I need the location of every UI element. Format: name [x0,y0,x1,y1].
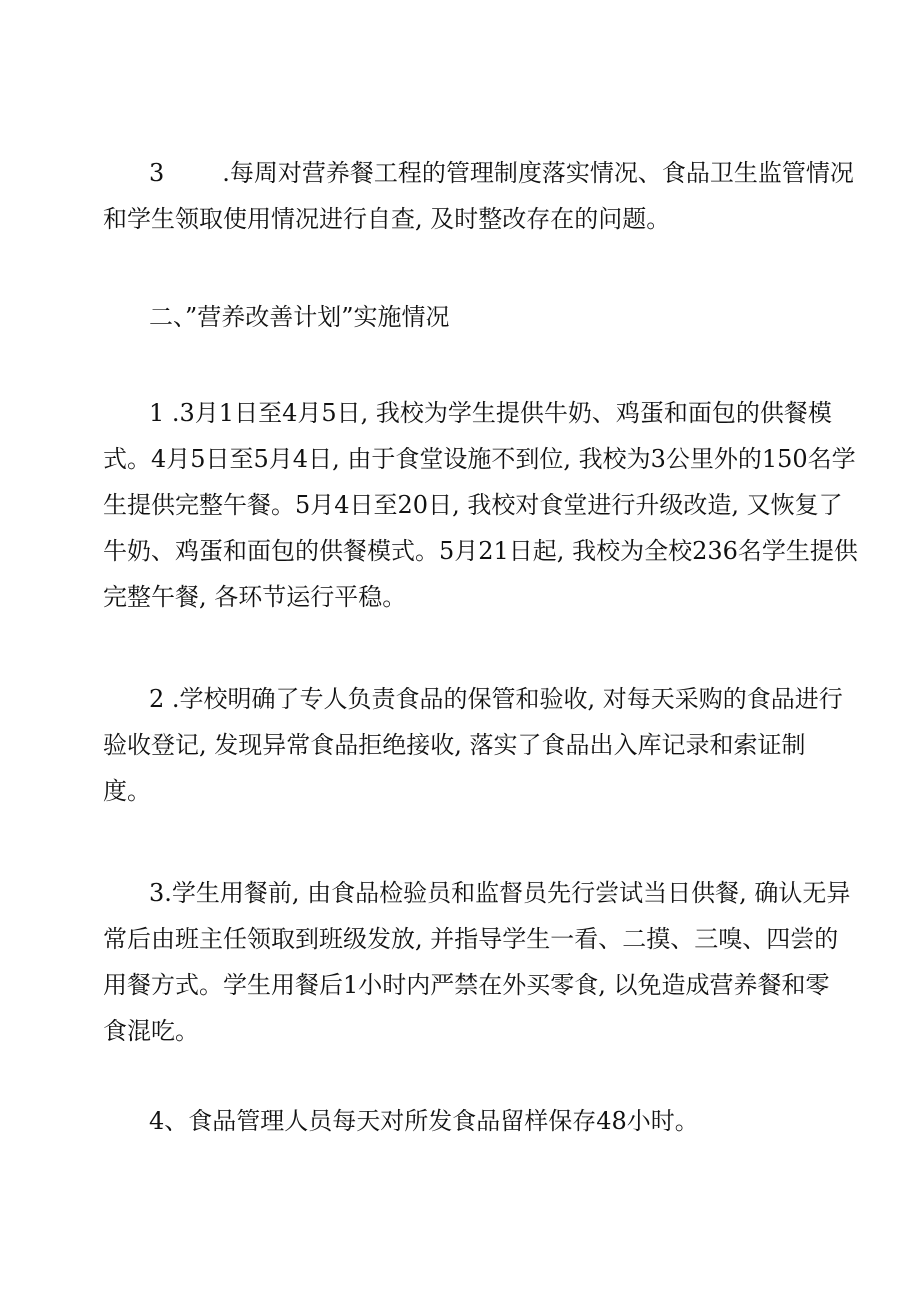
heading-text: 二、”营养改善计划”实施情况 [149,303,450,331]
text-line: 牛奶、鸡蛋和面包的供餐模式。5月21日起, 我校为全校236名学生提供 [103,537,858,565]
text-line: 度。 [103,777,151,805]
paragraph-meal-tasting [103,870,851,1054]
section-heading [103,294,823,340]
text-line: 1 .3月1日至4月5日, 我校为学生提供牛奶、鸡蛋和面包的供餐模 [149,399,832,427]
paragraph-meal-schedule [103,390,858,620]
text-line: 4、食品管理人员每天对所发食品留样保存48小时。 [149,1107,699,1135]
text-line: 常后由班主任领取到班级发放, 并指导学生一看、二摸、三嗅、四尝的 [103,925,839,953]
text-line: 3.学生用餐前, 由食品检验员和监督员先行尝试当日供餐, 确认无异 [149,879,851,907]
text-line: 2 .学校明确了专人负责食品的保管和验收, 对每天采购的食品进行 [149,685,843,713]
paragraph-self-inspection [103,150,854,242]
text-line: 生提供完整午餐。5月4日至20日, 我校对食堂进行升级改造, 又恢复了 [103,491,843,519]
text-line: 用餐方式。学生用餐后1小时内严禁在外买零食, 以免造成营养餐和零 [103,971,830,999]
text-line: 完整午餐, 各环节运行平稳。 [103,583,407,611]
text-line: .每周对营养餐工程的管理制度落实情况、食品卫生监管情况 [222,159,854,187]
paragraph-food-storage [103,676,843,814]
text-line: 验收登记, 发现异常食品拒绝接收, 落实了食品出入库记录和索证制 [103,731,806,759]
text-line: 式。4月5日至5月4日, 由于食堂设施不到位, 我校为3公里外的150名学 [103,445,856,473]
text-line: 食混吃。 [103,1017,199,1045]
paragraph-food-sample [103,1098,823,1144]
item-number: 3 [149,159,165,187]
text-line: 和学生领取使用情况进行自查, 及时整改存在的问题。 [103,205,671,233]
